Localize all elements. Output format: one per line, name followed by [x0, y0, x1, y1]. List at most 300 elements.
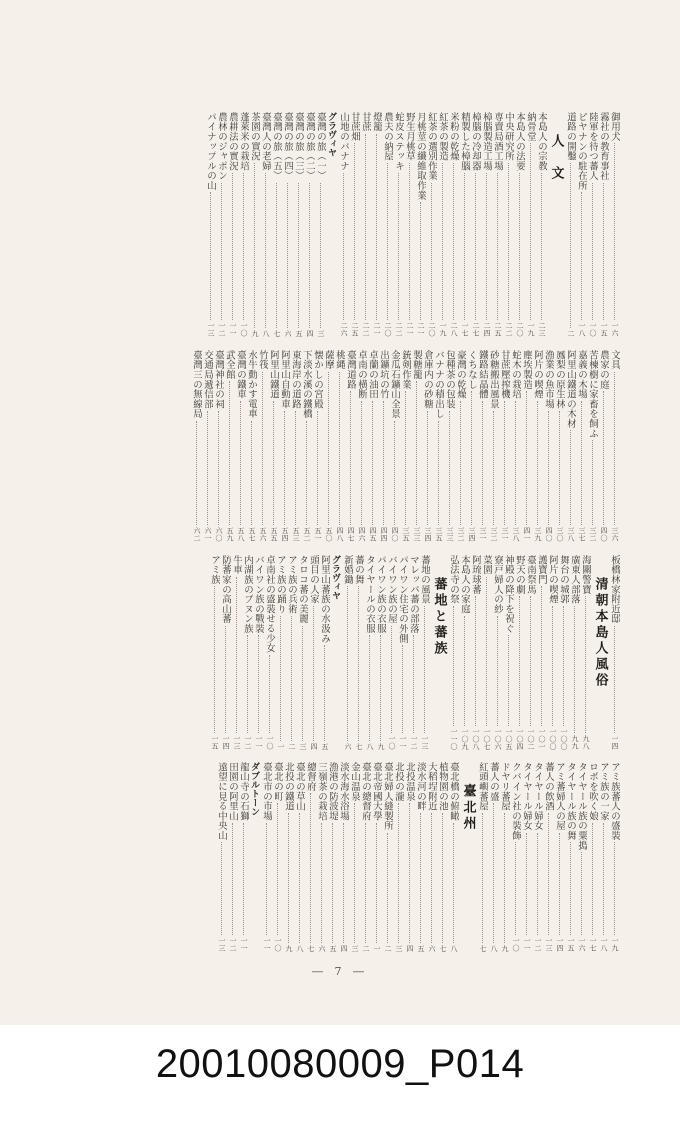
leader-dots: [519, 596, 520, 726]
toc-entry-page: 一九: [527, 322, 535, 337]
toc-entry: [415, 112, 426, 337]
leader-dots: [453, 606, 454, 726]
toc-entry-page: 三三: [413, 527, 421, 542]
toc-entry-page: 一〇五: [505, 728, 513, 750]
leader-dots: [409, 803, 410, 942]
toc-entry-title: 鳳梨の原生林: [554, 350, 565, 409]
toc-entry-page: 二一: [373, 322, 381, 337]
toc-entry-page: 一〇〇: [549, 728, 557, 750]
section-heading: 臺北州: [460, 784, 476, 832]
subsection-heading: グラヴィヤ: [330, 555, 340, 600]
toc-entry-title: 龍山寺の石獅: [238, 762, 249, 821]
leader-dots: [548, 411, 549, 526]
toc-entry-page: 四七: [347, 527, 355, 542]
toc-entry-page: 二五: [351, 322, 359, 337]
toc-entry-title: 阿片の喫煙: [547, 555, 558, 604]
toc-entry-page: 一一: [399, 735, 407, 750]
leader-dots: [420, 202, 421, 320]
toc-entry-title: 大稻埕附近: [426, 762, 437, 811]
leader-dots: [221, 842, 222, 935]
toc-entry-page: 一〇: [388, 735, 396, 750]
toc-entry-page: 一〇: [274, 937, 282, 952]
toc-entry-page: 三八: [512, 527, 520, 542]
toc-entry-title: 田園の阿里山: [227, 762, 238, 821]
toc-entry-page: 六: [344, 742, 352, 750]
toc-entry-title: 月桃莖の纖維取作業: [415, 112, 426, 201]
leader-dots: [574, 606, 575, 733]
toc-entry: [565, 762, 576, 952]
leader-dots: [347, 586, 348, 740]
toc-entry-title: 護寶門: [536, 555, 547, 585]
toc-entry-title: タイヤール族の舞: [565, 762, 576, 841]
leader-dots: [570, 163, 571, 328]
toc-entry-page: 二: [567, 329, 575, 337]
toc-entry-page: 五六: [259, 527, 267, 542]
toc-entry-title: 農林のジャポン: [216, 112, 227, 181]
toc-entry-page: 一一: [229, 322, 237, 337]
leader-dots: [210, 192, 211, 320]
toc-entry: [227, 762, 238, 952]
toc-entry-title: タイヤール婦女: [521, 762, 532, 831]
toc-entry-page: 五四: [281, 527, 289, 542]
leader-dots: [431, 813, 432, 943]
leader-dots: [486, 173, 487, 321]
toc-entry-page: 一二: [410, 735, 418, 750]
toc-entry: [598, 112, 609, 337]
leader-dots: [376, 823, 377, 943]
toc-entry-page: 八: [296, 944, 304, 952]
toc-entry-title: 漁業の魚市場: [543, 350, 554, 409]
toc-entry: [242, 555, 253, 750]
toc-entry-title: 臺灣の鐵車: [235, 350, 246, 399]
leader-dots: [526, 391, 527, 525]
leader-dots: [339, 372, 340, 526]
toc-entry: [382, 762, 393, 952]
toc-entry-page: 二二: [505, 322, 513, 337]
leader-dots: [508, 635, 509, 726]
toc-entry: [404, 762, 415, 952]
toc-entry: [260, 112, 271, 337]
toc-entry-title: 淡水海水浴場: [338, 762, 349, 821]
toc-entry-title: 農家の庭: [598, 350, 609, 390]
toc-entry-page: 四一: [523, 527, 531, 542]
toc-entry-title: 納骨堂: [525, 112, 536, 142]
leader-dots: [196, 421, 197, 526]
toc-entry: [503, 112, 514, 337]
leader-dots: [391, 626, 392, 734]
leader-dots: [269, 655, 270, 733]
toc-entry-page: 一: [277, 742, 285, 750]
leader-dots: [530, 596, 531, 726]
toc-entry-page: 一〇九: [461, 728, 469, 750]
toc-entry-title: 金山温泉: [349, 762, 360, 802]
leader-dots: [383, 401, 384, 525]
toc-entry: [349, 112, 360, 337]
toc-entry-page: 一九: [439, 322, 447, 337]
toc-entry: [283, 762, 294, 952]
leader-dots: [585, 596, 586, 733]
toc-entry-title: バナナの積出し: [433, 350, 444, 419]
leader-dots: [508, 163, 509, 320]
toc-entry: [286, 555, 297, 750]
toc-entry-page: 三七: [578, 527, 586, 542]
toc-entry-title: 茶園の實況: [249, 112, 260, 161]
toc-entry-title: 紅茶の製造: [437, 112, 448, 161]
toc-entry-title: 野生月桃草: [404, 112, 415, 161]
leader-dots: [313, 606, 314, 741]
toc-entry-page: 九: [377, 742, 385, 750]
toc-entry-page: 五: [321, 742, 329, 750]
toc-entry: [220, 555, 231, 750]
toc-entry: [393, 112, 404, 337]
toc-entry: [235, 350, 246, 542]
leader-dots: [409, 163, 410, 320]
toc-entry-page: 五: [417, 944, 425, 952]
toc-entry-page: 三: [351, 944, 359, 952]
leader-dots: [515, 401, 516, 525]
toc-entry-title: 植物園の池: [437, 762, 448, 811]
toc-entry-page: 三一: [479, 527, 487, 542]
toc-entry-title: 霧社の教育事社: [598, 112, 609, 181]
toc-entry-page: 四〇: [391, 527, 399, 542]
leader-dots: [302, 626, 303, 741]
toc-entry-title: 蛇皮ステッキ: [393, 112, 404, 171]
page-folio: ― 7 ―: [312, 965, 368, 978]
toc-entry-page: 三: [299, 742, 307, 750]
leader-dots: [442, 813, 443, 943]
leader-dots: [570, 430, 571, 525]
section-heading: 清朝本島人風俗: [592, 577, 608, 689]
toc-entry-page: 五九: [226, 527, 234, 542]
toc-entry-title: 豪灣の乾燥: [455, 350, 466, 399]
toc-entry-title: 山地のバナナ: [338, 112, 349, 171]
toc-entry-title: 板橋林家附近邸: [609, 555, 620, 624]
leader-dots: [526, 833, 527, 936]
toc-entry: [532, 762, 543, 952]
toc-entry-page: 一三: [421, 735, 429, 750]
toc-entry: [378, 350, 389, 542]
toc-entry: [389, 350, 400, 542]
leader-dots: [515, 842, 516, 935]
toc-entry-page: 二七: [472, 322, 480, 337]
leader-dots: [416, 381, 417, 525]
leader-dots: [581, 852, 582, 935]
leader-dots: [486, 577, 487, 726]
toc-entry-page: 一二: [244, 735, 252, 750]
toc-entry-title: 蓬萊米の栽培: [238, 112, 249, 171]
toc-entry-page: 八: [450, 944, 458, 952]
leader-dots: [482, 813, 483, 943]
toc-entry-title: バイワン族の戰裝: [253, 555, 264, 634]
toc-entry: [576, 762, 587, 952]
toc-entry-page: 二三: [538, 322, 546, 337]
toc-entry-title: 臺北橋の俯瞰: [448, 762, 459, 821]
toc-entry-page: 六: [284, 329, 292, 337]
toc-entry-title: ピヤナンの駐在所: [576, 112, 587, 191]
toc-entry: [271, 112, 282, 337]
toc-entry-page: 一八: [578, 322, 586, 337]
toc-entry: [426, 762, 437, 952]
toc-entry-page: 二: [288, 742, 296, 750]
toc-entry-page: 二〇: [384, 322, 392, 337]
toc-entry: [444, 350, 455, 542]
leader-dots: [603, 183, 604, 321]
leader-dots: [343, 823, 344, 943]
toc-entry-page: 九: [251, 329, 259, 337]
toc-entry-title: 紅茶の選別作業: [426, 112, 437, 181]
leader-dots: [321, 823, 322, 943]
toc-entry-page: 四: [406, 944, 414, 952]
toc-entry-page: 一二: [229, 937, 237, 952]
toc-entry: [261, 762, 272, 952]
toc-entry-page: 一〇〇: [560, 728, 568, 750]
leader-dots: [247, 635, 248, 733]
toc-entry-page: 一〇二: [527, 728, 535, 750]
toc-entry-title: 懐かしの宮殿: [312, 350, 323, 409]
leader-dots: [266, 823, 267, 936]
leader-dots: [243, 823, 244, 936]
toc-entry: [488, 350, 499, 542]
toc-entry-page: 六: [318, 944, 326, 952]
leader-dots: [240, 401, 241, 525]
toc-entry: [272, 762, 283, 952]
toc-band-2: [64, 350, 620, 542]
toc-entry-title: 専賣局酒工場: [492, 112, 503, 171]
leader-dots: [559, 411, 560, 526]
leader-dots: [309, 183, 310, 328]
toc-entry: [558, 555, 569, 750]
leader-dots: [548, 813, 549, 935]
toc-entry-page: 六一: [204, 527, 212, 542]
toc-entry-page: 二: [362, 944, 370, 952]
toc-entry: [371, 762, 382, 952]
toc-entry-page: 九: [501, 944, 509, 952]
toc-entry-title: タイヤール婦女: [532, 762, 543, 831]
toc-entry: [415, 762, 426, 952]
leader-dots: [431, 183, 432, 321]
leader-dots: [254, 163, 255, 328]
toc-band-1: [64, 112, 620, 337]
toc-entry-page: 四〇: [600, 527, 608, 542]
toc-entry-title: 文具: [609, 350, 620, 370]
toc-entry-title: 海關警寶: [580, 555, 591, 595]
toc-entry-title: 竹筏: [257, 350, 268, 370]
toc-entry: [580, 555, 591, 750]
toc-entry: [609, 555, 620, 750]
leader-dots: [365, 823, 366, 943]
toc-entry-title: 甘蔗壓搾機: [499, 350, 510, 399]
toc-entry-title: 廣東人部落: [569, 555, 580, 604]
leader-dots: [299, 813, 300, 943]
toc-entry-title: アミ族の兵術: [286, 555, 297, 614]
toc-entry: [246, 350, 257, 542]
toc-entry: [576, 112, 587, 337]
toc-entry-title: 阿琉球蕃: [470, 555, 481, 595]
leader-dots: [287, 183, 288, 328]
toc-entry: [224, 350, 235, 542]
toc-entry: [470, 555, 481, 750]
toc-entry-title: パイワン住宅の外側: [397, 555, 408, 644]
toc-entry-page: 五三: [292, 527, 300, 542]
leader-dots: [475, 596, 476, 726]
toc-entry-page: 二八: [450, 322, 458, 337]
leader-dots: [493, 803, 494, 942]
toc-entry-title: 包種茶の包装: [444, 350, 455, 409]
toc-entry-page: 二二: [362, 322, 370, 337]
toc-entry: [470, 112, 481, 337]
leader-dots: [265, 173, 266, 328]
toc-entry: [609, 350, 620, 542]
toc-entry: [327, 762, 338, 952]
toc-entry: [301, 350, 312, 542]
toc-entry-page: 八: [490, 944, 498, 952]
toc-entry-title: 野天の劇: [514, 555, 525, 595]
leader-dots: [229, 381, 230, 525]
toc-entry-page: 一三: [233, 735, 241, 750]
toc-entry-title: 嘉義の木場: [576, 350, 587, 399]
toc-entry-title: 苦楝樹に家畜を飼ふ: [587, 350, 598, 439]
toc-entry-page: 二〇: [516, 322, 524, 337]
toc-entry: [525, 555, 536, 750]
leader-dots: [449, 411, 450, 526]
toc-entry: [547, 555, 558, 750]
toc-entry-page: 一〇: [266, 735, 274, 750]
toc-entry-page: 七: [307, 944, 315, 952]
toc-entry-page: 二〇: [428, 322, 436, 337]
toc-entry-page: 五二: [303, 527, 311, 542]
toc-entry: [338, 762, 349, 952]
toc-entry: [488, 762, 499, 952]
toc-entry-title: 銃剣作業: [400, 350, 411, 390]
toc-entry-title: 米粉の乾燥: [448, 112, 459, 161]
toc-entry: [191, 350, 202, 542]
leader-dots: [365, 134, 366, 321]
leader-dots: [438, 421, 439, 526]
leader-dots: [295, 411, 296, 526]
toc-entry-title: 蕃の舞: [353, 555, 364, 585]
toc-entry: [411, 350, 422, 542]
toc-entry-page: 三六: [611, 527, 619, 542]
toc-entry: [565, 350, 576, 542]
toc-entry-page: 一五: [600, 322, 608, 337]
leader-dots: [519, 173, 520, 321]
toc-entry-title: 鐵路結晶體: [477, 350, 488, 399]
leader-dots: [614, 143, 615, 320]
leader-dots: [372, 401, 373, 525]
toc-entry: [364, 555, 375, 750]
toc-entry: [477, 762, 488, 952]
toc-entry: [316, 762, 327, 952]
toc-entry-title: 中央研究所: [503, 112, 514, 161]
leader-dots: [343, 173, 344, 321]
leader-dots: [424, 606, 425, 733]
toc-entry-title: タロコ蕃の美麗: [297, 555, 308, 624]
toc-entry: [238, 112, 249, 337]
toc-entry-title: 卓南社の盛裝せる少女: [264, 555, 275, 653]
toc-entry-page: 五: [295, 329, 303, 337]
leader-dots: [563, 606, 564, 726]
leader-dots: [361, 401, 362, 525]
leader-dots: [614, 626, 615, 734]
toc-entry: [315, 112, 326, 337]
toc-entry-page: 二六: [340, 322, 348, 337]
toc-entry: [293, 112, 304, 337]
leader-dots: [453, 163, 454, 320]
toc-entry-title: アミ蕃婦人の屋: [554, 762, 565, 831]
toc-entry-page: 一〇: [589, 322, 597, 337]
toc-entry-page: 三四: [424, 527, 432, 542]
toc-entry-title: 臺灣の旅（二）: [304, 112, 315, 181]
toc-entry: [609, 112, 620, 337]
leader-dots: [317, 411, 318, 526]
toc-entry: [268, 350, 279, 542]
toc-entry: [264, 555, 275, 750]
toc-entry: [459, 112, 470, 337]
toc-entry-title: ロボを吹く娘: [587, 762, 598, 821]
toc-entry-title: 臺灣の旅（五）: [271, 112, 282, 181]
leader-dots: [232, 173, 233, 321]
toc-entry: [569, 555, 580, 750]
leader-dots: [581, 401, 582, 525]
toc-entry-title: 製糖籠: [411, 350, 422, 380]
toc-entry: [448, 555, 459, 750]
leader-dots: [398, 173, 399, 321]
toc-entry: [231, 555, 242, 750]
toc-entry-title: アミ族の踊り: [275, 555, 286, 614]
leader-dots: [225, 626, 226, 734]
leader-dots: [559, 833, 560, 936]
toc-entry: [279, 350, 290, 542]
toc-entry-title: 臺北の町: [272, 762, 283, 802]
leader-dots: [291, 616, 292, 741]
toc-entry-page: 一〇七: [483, 728, 491, 750]
toc-entry: [386, 555, 397, 750]
toc-entry: [375, 555, 386, 750]
leader-dots: [276, 183, 277, 328]
leader-dots: [614, 842, 615, 935]
toc-entry-page: 五五: [270, 527, 278, 542]
toc-entry: [433, 350, 444, 542]
leader-dots: [280, 616, 281, 741]
leader-dots: [475, 173, 476, 321]
toc-entry-page: 七: [355, 742, 363, 750]
toc-entry: [349, 762, 360, 952]
toc-entry-title: 遠望に見る中央山: [216, 762, 227, 841]
toc-entry-title: 燈籠: [371, 112, 382, 132]
toc-entry: [426, 112, 437, 337]
toc-entry-page: 三二: [490, 527, 498, 542]
toc-entry: [209, 555, 220, 750]
toc-entry-page: 一四: [611, 735, 619, 750]
leader-dots: [497, 173, 498, 321]
toc-entry: [510, 350, 521, 542]
toc-entry: [587, 762, 598, 952]
toc-entry-page: 五八: [237, 527, 245, 542]
leader-dots: [592, 183, 593, 321]
toc-entry: [404, 112, 415, 337]
toc-entry-title: 樟腦製造工場: [481, 112, 492, 171]
image-caption: 20010080009_P014: [155, 1042, 525, 1086]
toc-entry-title: 本島人の宗教: [536, 112, 547, 171]
toc-entry-title: 農夫の納屋: [382, 112, 393, 161]
toc-entry-title: 神殿の降下を祝ぐ: [503, 555, 514, 634]
subsection-heading: ダブルトーン: [249, 762, 259, 816]
leader-dots: [221, 183, 222, 321]
toc-entry-title: 阿里山自動車: [279, 350, 290, 409]
toc-entry-title: 菜園: [481, 555, 492, 575]
toc-entry-page: 一七: [461, 322, 469, 337]
toc-entry: [213, 350, 224, 542]
